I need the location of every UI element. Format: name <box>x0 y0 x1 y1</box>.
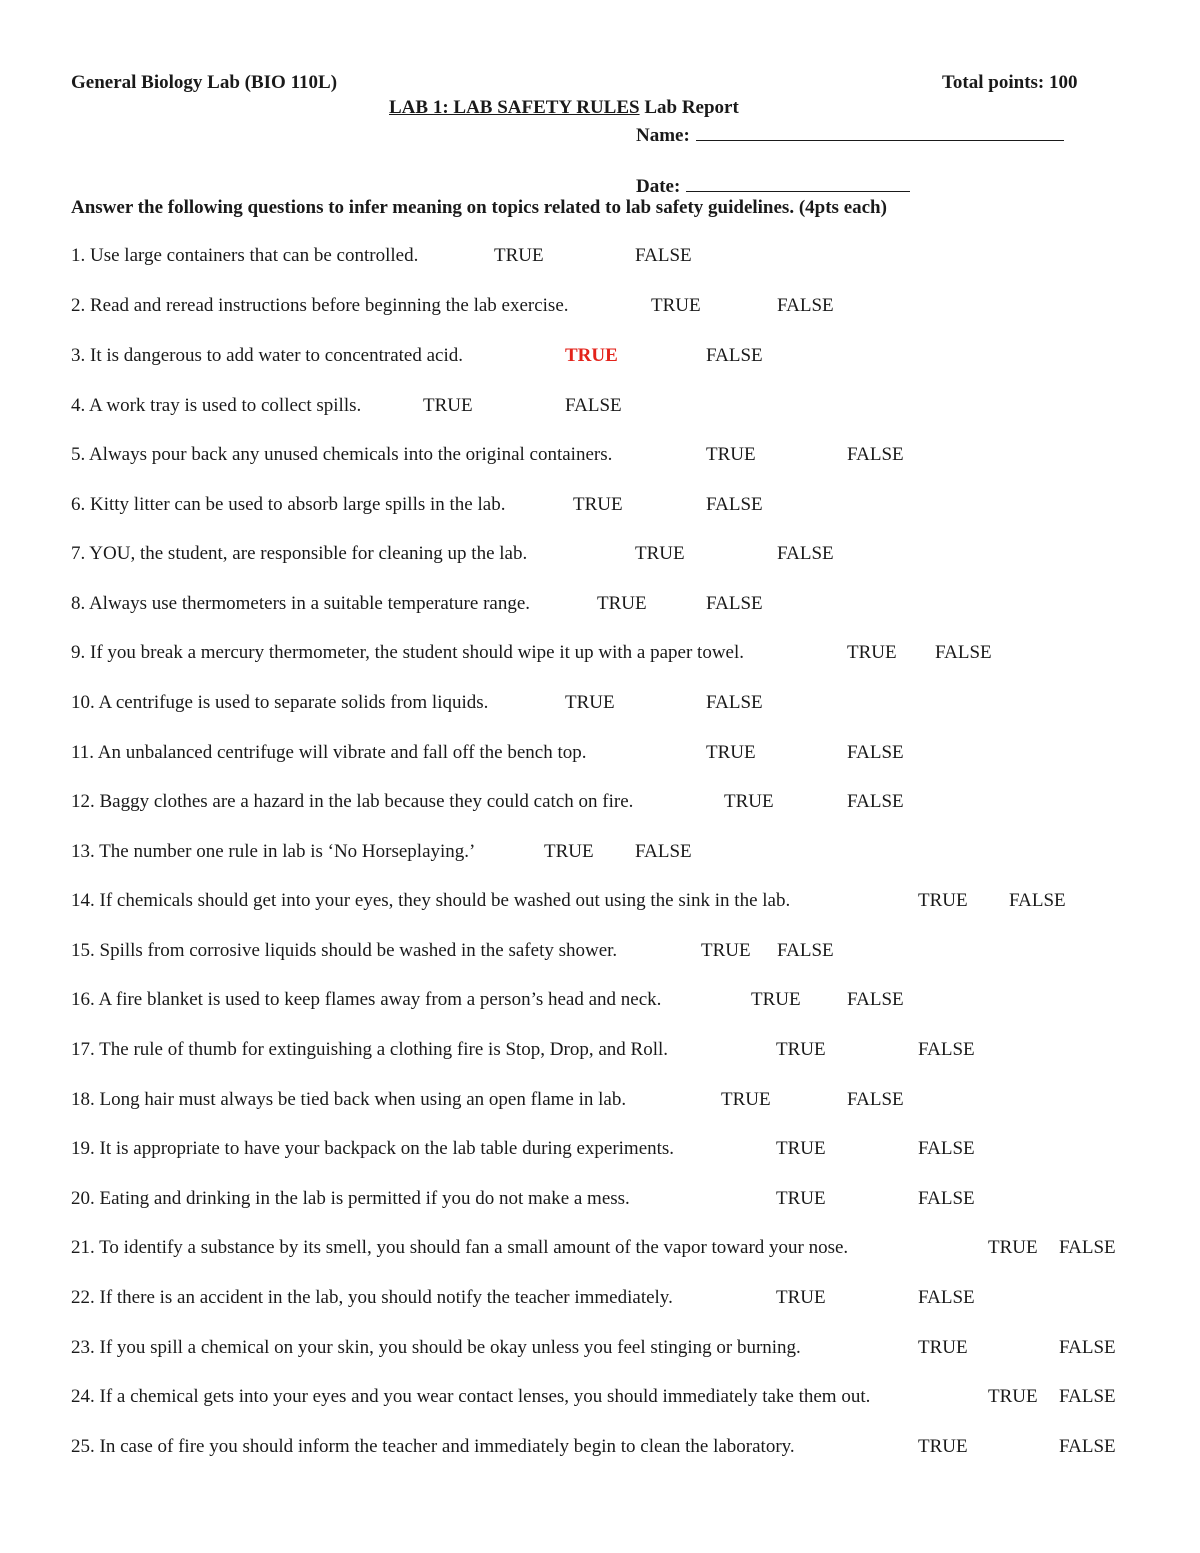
answer-true-option[interactable]: TRUE <box>597 593 647 614</box>
answer-true-option[interactable]: TRUE <box>751 989 801 1010</box>
lab-name: LAB 1: LAB SAFETY RULES <box>389 97 640 118</box>
answer-false-option[interactable]: FALSE <box>777 543 834 564</box>
answer-true-option[interactable]: TRUE <box>635 543 685 564</box>
question-text: 13. The number one rule in lab is ‘No Horseplaying.’ <box>71 841 476 862</box>
question-text: 6. Kitty litter can be used to absorb large spills in the lab. <box>71 494 506 515</box>
question-text: 15. Spills from corrosive liquids should be washed in the safety shower. <box>71 940 618 961</box>
answer-true-option[interactable]: TRUE <box>706 444 756 465</box>
question-text: 7. YOU, the student, are responsible for cleaning up the lab. <box>71 543 528 564</box>
question-text: 16. A fire blanket is used to keep flames away from a person’s head and neck. <box>71 989 662 1010</box>
answer-false-option[interactable]: FALSE <box>777 295 834 316</box>
answer-true-option[interactable]: TRUE <box>544 841 594 862</box>
answer-false-option[interactable]: FALSE <box>1059 1386 1116 1407</box>
question-text: 12. Baggy clothes are a hazard in the lab because they could catch on fire. <box>71 791 634 812</box>
answer-true-option[interactable]: TRUE <box>494 245 544 266</box>
answer-true-option[interactable]: TRUE <box>988 1237 1038 1258</box>
answer-false-option[interactable]: FALSE <box>1059 1337 1116 1358</box>
question-text: 25. In case of fire you should inform the teacher and immediately begin to clean the laboratory. <box>71 1436 795 1457</box>
lab-report-label: Lab Report <box>644 97 739 118</box>
question-text: 20. Eating and drinking in the lab is permitted if you do not make a mess. <box>71 1188 630 1209</box>
question-text: 18. Long hair must always be tied back when using an open flame in lab. <box>71 1089 627 1110</box>
answer-true-option[interactable]: TRUE <box>776 1188 826 1209</box>
answer-true-option[interactable]: TRUE <box>776 1039 826 1060</box>
question-text: 4. A work tray is used to collect spills. <box>71 395 362 416</box>
answer-true-option[interactable]: TRUE <box>918 1436 968 1457</box>
date-blank-line[interactable] <box>686 173 910 192</box>
question-text: 5. Always pour back any unused chemicals into the original containers. <box>71 444 613 465</box>
question-text: 19. It is appropriate to have your backpack on the lab table during experiments. <box>71 1138 675 1159</box>
total-points: Total points: 100 <box>942 72 1078 93</box>
name-blank-line[interactable] <box>696 122 1064 141</box>
answer-false-option[interactable]: FALSE <box>847 742 904 763</box>
answer-false-option[interactable]: FALSE <box>847 791 904 812</box>
answer-false-option[interactable]: FALSE <box>847 989 904 1010</box>
question-text: 8. Always use thermometers in a suitable temperature range. <box>71 593 531 614</box>
answer-false-option[interactable]: FALSE <box>635 245 692 266</box>
date-field-row <box>636 173 910 198</box>
answer-false-option[interactable]: FALSE <box>1059 1436 1116 1457</box>
question-text: 22. If there is an accident in the lab, you should notify the teacher immediately. <box>71 1287 673 1308</box>
answer-false-option[interactable]: FALSE <box>935 642 992 663</box>
answer-false-option[interactable]: FALSE <box>777 940 834 961</box>
name-label: Name: <box>636 125 690 146</box>
answer-true-option[interactable]: TRUE <box>724 791 774 812</box>
question-text: 1. Use large containers that can be controlled. <box>71 245 419 266</box>
answer-false-option[interactable]: FALSE <box>706 345 763 366</box>
answer-true-option[interactable]: TRUE <box>701 940 751 961</box>
question-text: 9. If you break a mercury thermometer, the student should wipe it up with a paper towel. <box>71 642 745 663</box>
question-text: 11. An unbalanced centrifuge will vibrate and fall off the bench top. <box>71 742 587 763</box>
answer-false-option[interactable]: FALSE <box>706 593 763 614</box>
answer-true-option[interactable]: TRUE <box>988 1386 1038 1407</box>
name-field-row <box>636 122 1064 147</box>
question-text: 2. Read and reread instructions before beginning the lab exercise. <box>71 295 569 316</box>
answer-true-option[interactable]: TRUE <box>573 494 623 515</box>
date-label: Date: <box>636 176 681 197</box>
answer-true-option[interactable]: TRUE <box>721 1089 771 1110</box>
answer-true-option[interactable]: TRUE <box>423 395 473 416</box>
question-text: 3. It is dangerous to add water to concentrated acid. <box>71 345 463 366</box>
answer-true-option[interactable]: TRUE <box>565 692 615 713</box>
answer-true-option[interactable]: TRUE <box>776 1287 826 1308</box>
question-text: 24. If a chemical gets into your eyes and you wear contact lenses, you should immediately take them out. <box>71 1386 871 1407</box>
answer-true-option[interactable]: TRUE <box>651 295 701 316</box>
question-text: 23. If you spill a chemical on your skin, you should be okay unless you feel stinging or burning. <box>71 1337 801 1358</box>
answer-false-option[interactable]: FALSE <box>1009 890 1066 911</box>
answer-false-option[interactable]: FALSE <box>847 444 904 465</box>
answer-true-option[interactable]: TRUE <box>918 890 968 911</box>
answer-false-option[interactable]: FALSE <box>918 1138 975 1159</box>
question-text: 10. A centrifuge is used to separate solids from liquids. <box>71 692 489 713</box>
answer-false-option[interactable]: FALSE <box>918 1188 975 1209</box>
answer-false-option[interactable]: FALSE <box>847 1089 904 1110</box>
answer-true-option[interactable]: TRUE <box>918 1337 968 1358</box>
answer-true-option[interactable]: TRUE <box>776 1138 826 1159</box>
answer-false-option[interactable]: FALSE <box>706 692 763 713</box>
course-title: General Biology Lab (BIO 110L) <box>71 72 338 93</box>
instructions: Answer the following questions to infer meaning on topics related to lab safety guidelines. (4pts each) <box>71 197 887 218</box>
answer-false-option[interactable]: FALSE <box>706 494 763 515</box>
question-text: 21. To identify a substance by its smell, you should fan a small amount of the vapor toward your nose. <box>71 1237 849 1258</box>
answer-true-option[interactable]: TRUE <box>847 642 897 663</box>
answer-false-option[interactable]: FALSE <box>918 1287 975 1308</box>
lab-title <box>389 97 739 119</box>
answer-false-option[interactable]: FALSE <box>1059 1237 1116 1258</box>
question-text: 14. If chemicals should get into your eyes, they should be washed out using the sink in the lab. <box>71 890 791 911</box>
answer-true-option[interactable]: TRUE <box>706 742 756 763</box>
question-text: 17. The rule of thumb for extinguishing a clothing fire is Stop, Drop, and Roll. <box>71 1039 669 1060</box>
answer-false-option[interactable]: FALSE <box>635 841 692 862</box>
answer-false-option[interactable]: FALSE <box>565 395 622 416</box>
answer-true-option[interactable]: TRUE <box>565 345 618 366</box>
answer-false-option[interactable]: FALSE <box>918 1039 975 1060</box>
